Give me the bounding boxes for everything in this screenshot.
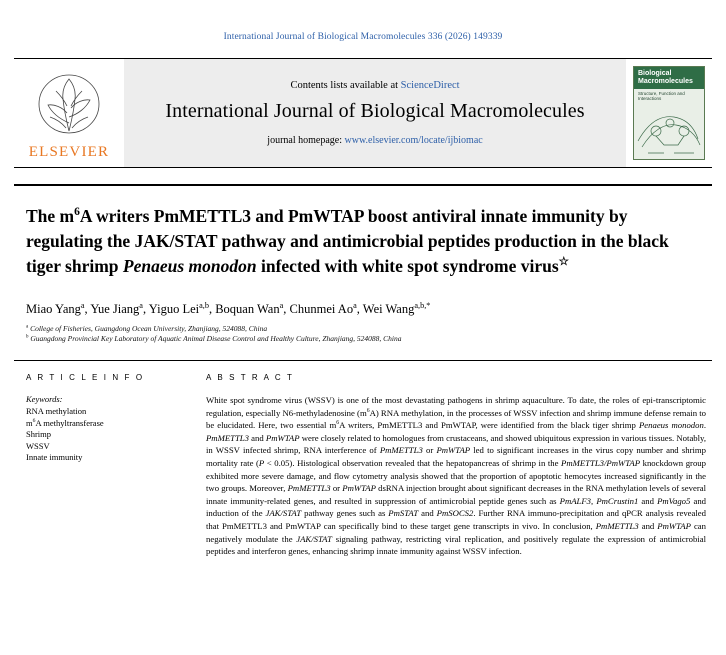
affiliation-text: College of Fisheries, Guangdong Ocean University, Zhanjiang, 524088, China — [30, 324, 268, 333]
keyword: Shrimp — [26, 429, 52, 439]
author-name: Yue Jiang — [90, 302, 140, 316]
title-footnote-marker: ☆ — [558, 256, 570, 269]
author-name: Wei Wang — [362, 302, 415, 316]
title-species: Penaeus monodon — [122, 256, 257, 276]
abstract-column — [206, 373, 712, 558]
affiliation — [26, 334, 700, 344]
contents-line — [290, 80, 459, 91]
author-name: Boquan Wan — [215, 302, 280, 316]
title-part1: The m — [26, 206, 75, 226]
contents-prefix: Contents lists available at — [290, 80, 401, 91]
author-affil-marker: a,b,* — [414, 300, 431, 310]
affiliation-list — [26, 324, 700, 344]
cover-subtitle: Structure, Function and Interactions — [638, 91, 685, 101]
homepage-prefix: journal homepage: — [267, 135, 345, 146]
author-affil-marker: a — [353, 300, 357, 310]
author[interactable] — [290, 302, 357, 316]
author-name: Yiguo Lei — [148, 302, 200, 316]
article-info-heading: A R T I C L E I N F O — [26, 373, 145, 382]
elsevier-tree-icon — [36, 59, 102, 144]
homepage-line — [267, 135, 482, 146]
sciencedirect-link[interactable]: ScienceDirect — [400, 80, 460, 91]
author-affil-marker: a — [279, 300, 284, 310]
affiliation-text: Guangdong Provincial Key Laboratory of Aquatic Animal Disease Control and Healthy Culture, Zhanjiang, 524088, China — [30, 334, 402, 343]
author-affil-marker: a — [139, 300, 143, 310]
elsevier-wordmark: ELSEVIER — [28, 144, 110, 160]
info-abstract-columns — [14, 373, 712, 558]
author[interactable] — [90, 302, 143, 316]
abstract-text: White spot syndrome virus (WSSV) is one of the most devastating pathogens in shrimp aquaculture. To date, the roles of epi-transcriptomic regulation, especially N6-methyladenosine $(m^6A)$ RNA methylation, in the processes of WSSV infection and shrimp immune defense remain to be elucidated. Here, two essential $m^6A$ writers, PmMETTL3 and PmWTAP, were identified from the black tiger shrimp Penaeus monodon. PmMETTL3 and PmWTAP were closely related to homologues from crustaceans, and showed ubiquitous expression in various tissues. Notably, in WSSV infected shrimp, RNA interference of PmMETTL3 or PmWTAP led to significant increases in the virus copy number and shrimp mortality rate (P < 0.05). Histological observation revealed that the hepatopancreas of shrimp in the PmMETTL3/PmWTAP knockdown group exhibited more severe damage, and flow cytometry analysis showed that the proportion of apoptotic hemocytes increased significantly in the two groups. Moreover, PmMETTL3 or PmWTAP dsRNA injection brought about significant decreases in the RNA methylation levels of several innate immunity-related genes, and resulted in suppression of antimicrobial peptide genes such as PmALF3, PmCrustin1 and PmVago5 and induction of the JAK/STAT pathway genes such as PmSTAT and PmSOCS2. Further RNA immuno-precipitation and qPCR analysis revealed that PmMETTL3 and PmWTAP can specifically bind to these target gene transcripts in vivo. In conclusion, PmMETTL3 and PmWTAP can negatively modulate the JAK/STAT signaling pathway, restricting viral replication, and positively regulate the expression of antimicrobial peptides and interferon genes, enhancing shrimp innate immunity against WSSV infection. — [206, 395, 707, 557]
divider-thick — [14, 184, 712, 186]
title-part3: infected with white spot syndrome virus — [256, 256, 559, 276]
author[interactable] — [26, 302, 85, 316]
affiliation-marker: a — [26, 324, 29, 330]
affiliation — [26, 324, 700, 334]
keywords-list — [26, 406, 192, 464]
author[interactable] — [363, 302, 431, 316]
author-affil-marker: a,b — [199, 300, 209, 310]
journal-masthead — [14, 58, 712, 168]
title-part2: A writers PmMETTL3 and PmWTAP boost antiviral innate immunity by regulating the JAK/STAT pathway and antimicrobial peptides production in the black tiger shrimp — [26, 206, 669, 276]
cover-title-line2: Macromolecules — [638, 78, 693, 85]
article-info-column — [14, 373, 192, 558]
affiliation-marker: b — [26, 334, 29, 340]
journal-title: International Journal of Biological Macromolecules — [165, 100, 585, 122]
journal-cover — [626, 59, 712, 167]
author[interactable] — [215, 302, 283, 316]
author-name: Chunmei Ao — [289, 302, 354, 316]
running-head: International Journal of Biological Macromolecules 336 (2026) 149339 — [223, 32, 503, 42]
author-list: Miao Yang$^a$, Yue Jiang$^a$, Yiguo Lei$^{a,b}$, Boquan Wan$^a$, Chunmei Ao$^a$, Wei Wang$^{a,b,*}$ — [26, 300, 431, 316]
divider-thin — [14, 360, 712, 361]
keyword: Innate immunity — [26, 452, 83, 462]
author-affil-marker: a — [80, 300, 85, 310]
author[interactable] — [149, 302, 209, 316]
cover-title — [634, 67, 704, 89]
author-name: Miao Yang — [26, 302, 81, 316]
cover-artwork-icon — [634, 101, 705, 159]
cover-title-line1: Biological — [638, 70, 672, 77]
masthead-center — [124, 59, 626, 167]
title-sup-6: 6 — [74, 206, 80, 219]
keyword: WSSV — [26, 440, 50, 451]
publisher-logo — [14, 59, 124, 167]
keyword: $m^6A$ methyltransferase — [26, 417, 104, 428]
cover-thumbnail — [633, 66, 705, 160]
abstract-heading: A B S T R A C T — [206, 373, 294, 382]
page-title — [26, 204, 700, 279]
keyword: RNA methylation — [26, 406, 87, 416]
keywords-label: Keywords: — [26, 394, 63, 404]
journal-homepage-link[interactable]: www.elsevier.com/locate/ijbiomac — [344, 135, 483, 146]
